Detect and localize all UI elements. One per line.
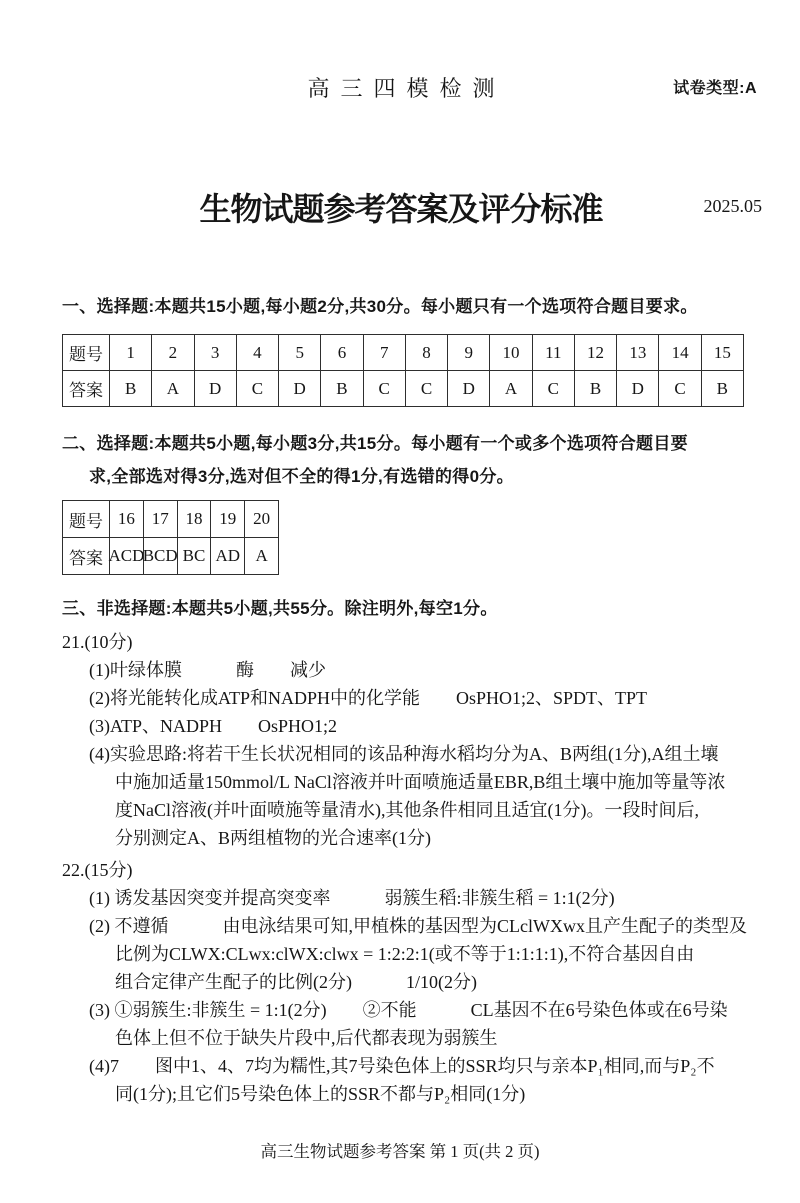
question-number-row [63, 501, 278, 537]
answer-line: 21.(10分) [62, 632, 133, 652]
question-number-cell: 9 [447, 335, 489, 370]
answer-cell: B [574, 371, 616, 406]
title-row [62, 184, 762, 230]
answer-cell: B [701, 371, 743, 406]
page-footer [0, 1138, 800, 1162]
question-number-cell: 17 [143, 501, 177, 537]
answer-line: 同(1分);且它们5号染色体上的SSR不都与P₂相同(1分) [115, 1084, 526, 1104]
question-number-cell: 13 [616, 335, 658, 370]
answer-cell: A [244, 538, 278, 574]
answer-table-1 [62, 334, 744, 407]
answer-cell: C [236, 371, 278, 406]
question-21-answers [62, 628, 740, 852]
answer-cell: AD [210, 538, 244, 574]
answer-cell: C [405, 371, 447, 406]
answer-line: 比例为CLWX:CLwx:clWX:clwx = 1:2:2:1(或不等于1:1:1:1),不符合基因自由 [115, 944, 695, 964]
question-number-cell: 8 [405, 335, 447, 370]
answer-line: 分别测定A、B两组植物的光合速率(1分) [115, 828, 431, 848]
question-number-cell: 5 [278, 335, 320, 370]
answer-cell: ACD [109, 538, 143, 574]
answer-cell: B [109, 371, 151, 406]
document-header [62, 72, 757, 102]
question-number-cell: 14 [658, 335, 700, 370]
answer-row [63, 370, 743, 406]
answer-line: (3) ①弱簇生:非簇生 = 1:1(2分) ②不能 CL基因不在6号染色体或在6号染 [89, 1000, 728, 1020]
question-number-cell: 10 [489, 335, 531, 370]
question-number-cell: 4 [236, 335, 278, 370]
answer-line: 度NaCl溶液(并叶面喷施等量清水),其他条件相同且适宜(1分)。一段时间后, [115, 800, 699, 820]
heading-line: 二、选择题:本题共5小题,每小题3分,共15分。每小题有一个或多个选项符合题目要 [62, 434, 688, 453]
row-label-answer: 答案 [69, 548, 103, 568]
exam-title: 高三四模检测 [307, 76, 506, 101]
answer-line: (4)实验思路:将若干生长状况相同的该品种海水稻均分为A、B两组(1分),A组土壤 [89, 744, 719, 764]
question-number-cell: 16 [109, 501, 143, 537]
answer-cell: D [278, 371, 320, 406]
question-number-cell: 18 [177, 501, 211, 537]
question-number-cell: 11 [532, 335, 574, 370]
footer-page-label: 高三生物试题参考答案 第 1 页(共 2 页) [260, 1142, 540, 1161]
question-number-cell: 20 [244, 501, 278, 537]
answer-cell: D [616, 371, 658, 406]
document-title: 生物试题参考答案及评分标准 [199, 191, 603, 227]
question-number-row [63, 335, 743, 370]
section-1-heading: 一、选择题:本题共15小题,每小题2分,共30分。每小题只有一个选项符合题目要求。 [62, 297, 698, 316]
answer-cell: C [532, 371, 574, 406]
answer-line: (1) 诱发基因突变并提高突变率 弱簇生稻:非簇生稻 = 1:1(2分) [89, 888, 615, 908]
row-label-question-number: 题号 [69, 511, 103, 531]
question-number-cell: 3 [194, 335, 236, 370]
document-date: 2025.05 [703, 196, 762, 216]
question-number-cell: 19 [210, 501, 244, 537]
answer-line: 中施加适量150mmol/L NaCl溶液并叶面喷施适量EBR,B组土壤中施加等量等浓 [115, 772, 726, 792]
question-number-cell: 6 [320, 335, 362, 370]
answer-cell: B [320, 371, 362, 406]
answer-line: (2)将光能转化成ATP和NADPH中的化学能 OsPHO1;2、SPDT、TPT [89, 688, 648, 708]
answer-cell: D [447, 371, 489, 406]
answer-cell: C [658, 371, 700, 406]
question-22-answers [62, 856, 747, 1108]
answer-cell: BCD [143, 538, 177, 574]
answer-cells [109, 371, 743, 406]
section-2-heading [62, 427, 740, 493]
answer-line: (2) 不遵循 由电泳结果可知,甲植株的基因型为CLclWXwx且产生配子的类型及 [89, 916, 747, 936]
answer-line: (4)7 图中1、4、7均为糯性,其7号染色体上的SSR均只与亲本P₁相同,而与P₂不 [89, 1056, 715, 1076]
heading-line: 求,全部选对得3分,选对但不全的得1分,有选错的得0分。 [89, 467, 514, 486]
answer-line: 色体上但不位于缺失片段中,后代都表现为弱簇生 [115, 1028, 498, 1048]
answer-line: (1)叶绿体膜 酶 减少 [89, 660, 326, 680]
answer-row [63, 537, 278, 574]
answer-line: (3)ATP、NADPH OsPHO1;2 [89, 716, 338, 736]
question-number-cell: 1 [109, 335, 151, 370]
answer-cell: BC [177, 538, 211, 574]
question-number-cell: 2 [151, 335, 193, 370]
answer-cell: C [363, 371, 405, 406]
question-number-cell: 12 [574, 335, 616, 370]
answer-line: 22.(15分) [62, 860, 133, 880]
paper-type-label: 试卷类型:A [673, 80, 757, 97]
section-3-heading: 三、非选择题:本题共5小题,共55分。除注明外,每空1分。 [62, 599, 498, 618]
answer-cells [109, 538, 278, 574]
row-label-question-number: 题号 [69, 345, 103, 364]
question-number-cell: 15 [701, 335, 743, 370]
row-label-answer: 答案 [69, 381, 103, 400]
answer-line: 组合定律产生配子的比例(2分) 1/10(2分) [115, 972, 477, 992]
question-number-cell: 7 [363, 335, 405, 370]
question-number-cells [109, 501, 278, 537]
answer-table-2 [62, 500, 279, 575]
answer-cell: A [489, 371, 531, 406]
question-number-cells [109, 335, 743, 370]
answer-cell: D [194, 371, 236, 406]
answer-cell: A [151, 371, 193, 406]
